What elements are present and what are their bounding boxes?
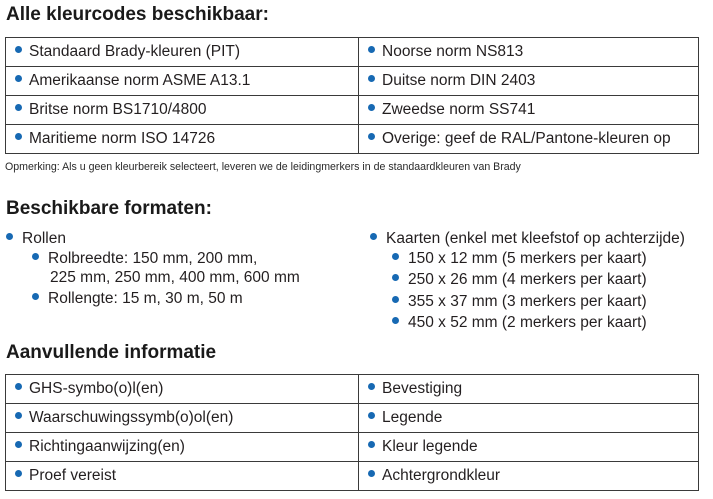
list-item: Rollen xyxy=(6,229,66,248)
info-heading: Aanvullende informatie xyxy=(6,342,217,363)
table-cell: Britse norm BS1710/4800 xyxy=(6,96,359,125)
formats-heading: Beschikbare formaten: xyxy=(6,198,212,219)
bullet-icon xyxy=(15,383,22,390)
list-item: 250 x 26 mm (4 merkers per kaart) xyxy=(392,270,647,289)
table-cell: Standaard Brady-kleuren (PIT) xyxy=(6,38,359,67)
table-cell: Legende xyxy=(359,404,699,433)
table-cell: Waarschuwingssymb(o)ol(en) xyxy=(6,404,359,433)
colorcodes-heading: Alle kleurcodes beschikbaar: xyxy=(6,4,269,25)
list-item: 150 x 12 mm (5 merkers per kaart) xyxy=(392,249,647,268)
list-item: 355 x 37 mm (3 merkers per kaart) xyxy=(392,292,647,311)
list-item-continuation: 225 mm, 250 mm, 400 mm, 600 mm xyxy=(50,269,300,286)
bullet-icon xyxy=(15,441,22,448)
table-row xyxy=(6,375,699,404)
table-cell: Richtingaanwijzing(en) xyxy=(6,433,359,462)
info-table xyxy=(5,374,699,491)
table-cell: Amerikaanse norm ASME A13.1 xyxy=(6,67,359,96)
table-cell: Duitse norm DIN 2403 xyxy=(359,67,699,96)
bullet-icon xyxy=(32,253,39,260)
bullet-icon xyxy=(368,383,375,390)
table-cell: Achtergrondkleur xyxy=(359,462,699,491)
bullet-icon xyxy=(370,233,377,240)
table-cell: Kleur legende xyxy=(359,433,699,462)
table-row xyxy=(6,433,699,462)
list-item: 450 x 52 mm (2 merkers per kaart) xyxy=(392,313,647,332)
table-cell: Overige: geef de RAL/Pantone-kleuren op xyxy=(359,125,699,154)
table-cell: Proef vereist xyxy=(6,462,359,491)
table-cell: Bevestiging xyxy=(359,375,699,404)
bullet-icon xyxy=(368,470,375,477)
table-row xyxy=(6,38,699,67)
bullet-icon xyxy=(392,317,399,324)
table-row xyxy=(6,404,699,433)
bullet-icon xyxy=(15,104,22,111)
bullet-icon xyxy=(15,412,22,419)
bullet-icon xyxy=(368,104,375,111)
bullet-icon xyxy=(6,233,13,240)
table-cell: Noorse norm NS813 xyxy=(359,38,699,67)
table-row xyxy=(6,125,699,154)
list-item: Rollengte: 15 m, 30 m, 50 m xyxy=(32,289,243,308)
bullet-icon xyxy=(368,441,375,448)
bullet-icon xyxy=(15,470,22,477)
bullet-icon xyxy=(32,293,39,300)
bullet-icon xyxy=(368,75,375,82)
list-item: Kaarten (enkel met kleefstof op achterzijde) xyxy=(370,229,685,248)
table-cell: Zweedse norm SS741 xyxy=(359,96,699,125)
colorcodes-table xyxy=(5,37,699,154)
remark-note: Opmerking: Als u geen kleurbereik selecteert, leveren we de leidingmerkers in de standaardkleuren van Brady xyxy=(5,161,521,173)
table-cell: Maritieme norm ISO 14726 xyxy=(6,125,359,154)
bullet-icon xyxy=(392,274,399,281)
table-row xyxy=(6,96,699,125)
bullet-icon xyxy=(368,412,375,419)
bullet-icon xyxy=(392,296,399,303)
table-row xyxy=(6,67,699,96)
table-cell: GHS-symbo(o)l(en) xyxy=(6,375,359,404)
bullet-icon xyxy=(15,75,22,82)
table-row xyxy=(6,462,699,491)
bullet-icon xyxy=(15,46,22,53)
list-item: Rolbreedte: 150 mm, 200 mm, xyxy=(32,249,257,268)
bullet-icon xyxy=(368,133,375,140)
bullet-icon xyxy=(368,46,375,53)
bullet-icon xyxy=(15,133,22,140)
bullet-icon xyxy=(392,253,399,260)
